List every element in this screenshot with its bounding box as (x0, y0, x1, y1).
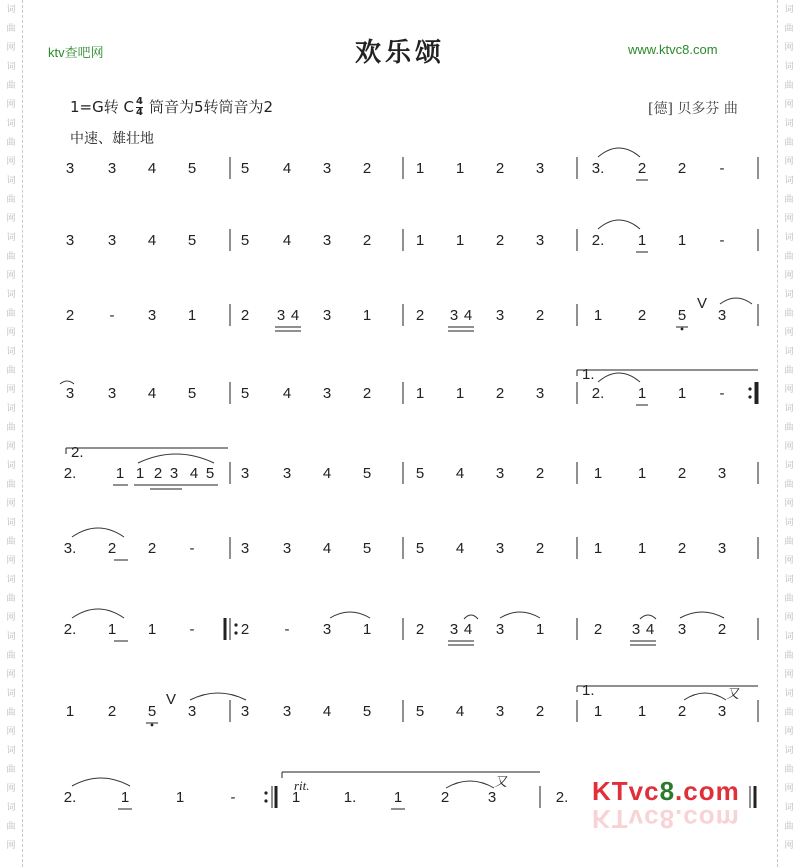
score-note: 1 (593, 307, 603, 324)
score-note: 3 (107, 160, 117, 177)
score-note: 3. (63, 540, 77, 557)
score-note: 3 (65, 160, 75, 177)
breath-mark: V (166, 691, 177, 708)
watermark-glyph: 曲 (784, 80, 794, 90)
score-note: 3 (147, 307, 157, 324)
score-note: 2. (63, 465, 77, 482)
song-title: 欢乐颂 (354, 38, 445, 68)
score-note: 2 (240, 621, 250, 638)
watermark-glyph: 曲 (6, 80, 16, 90)
score-note: 3 (282, 540, 292, 557)
ktvc8-logo: KTvc8.com (592, 776, 740, 806)
watermark-glyph: 曲 (784, 536, 794, 546)
watermark-glyph: 词 (784, 232, 794, 242)
watermark-glyph: 曲 (784, 479, 794, 489)
watermark-glyph: 词 (784, 118, 794, 128)
score-note: 1 (637, 703, 647, 720)
watermark-glyph: 词 (6, 688, 16, 698)
score-note: 1 (291, 789, 301, 806)
slur (72, 778, 130, 786)
score-note: 4 (189, 465, 199, 482)
watermark-glyph: 词 (784, 688, 794, 698)
score-note: 3 (322, 307, 332, 324)
watermark-glyph: 网 (6, 669, 16, 679)
score-note: 3 (717, 703, 727, 720)
score-note: 5 (240, 385, 250, 402)
watermark-glyph: 曲 (784, 194, 794, 204)
slur (598, 220, 640, 229)
watermark-glyph: 词 (784, 574, 794, 584)
score-note: 3 (240, 540, 250, 557)
score-note: 2 (362, 232, 372, 249)
repeat-dot (234, 631, 237, 634)
watermark-glyph: 网 (6, 213, 16, 223)
score-note: 5 (147, 703, 157, 720)
score-note: 5 (240, 160, 250, 177)
score-note: 2 (677, 540, 687, 557)
watermark-glyph: 词 (6, 61, 16, 71)
score-note: - (719, 232, 725, 249)
low-octave-dot (681, 328, 684, 331)
score-note: 2 (593, 621, 603, 638)
score-note: 5 (187, 232, 197, 249)
watermark-glyph: 网 (6, 156, 16, 166)
watermark-glyph: 词 (6, 802, 16, 812)
watermark-glyph: 曲 (6, 194, 16, 204)
score-note: 2 (65, 307, 75, 324)
slur (500, 612, 540, 618)
score-note: 5 (415, 540, 425, 557)
score-note: 5 (205, 465, 215, 482)
score-note: 2 (495, 232, 505, 249)
watermark-glyph: 词 (784, 61, 794, 71)
score-note: 3 (65, 385, 75, 402)
watermark-glyph: 曲 (6, 821, 16, 831)
watermark-glyph: 词 (784, 175, 794, 185)
score-note: 2 (440, 789, 450, 806)
watermark-glyph: 网 (6, 441, 16, 451)
watermark-glyph: 曲 (6, 137, 16, 147)
score-note: 2 (677, 703, 687, 720)
score-note: 2 (153, 465, 163, 482)
score-note: 1 (637, 540, 647, 557)
watermark-glyph: 网 (784, 213, 794, 223)
score-note: 3 (677, 621, 687, 638)
score-note: 3 (169, 465, 179, 482)
watermark-glyph: 曲 (784, 650, 794, 660)
score-note: 2 (535, 465, 545, 482)
score-note: 1 (677, 232, 687, 249)
watermark-glyph: 网 (6, 783, 16, 793)
score-note: 2 (535, 703, 545, 720)
volta-1-label: 1. (582, 682, 595, 699)
repeat-dot (748, 395, 751, 398)
watermark-glyph: 词 (6, 118, 16, 128)
score-note: 2 (415, 621, 425, 638)
slur (598, 373, 640, 382)
breath-mark: V (697, 295, 708, 312)
watermark-glyph: 曲 (6, 479, 16, 489)
score-note: - (284, 621, 290, 638)
score-note: - (189, 621, 195, 638)
site-url[interactable]: www.ktvc8.com (628, 42, 718, 57)
score-note: 3 (65, 232, 75, 249)
score-note: - (109, 307, 115, 324)
watermark-glyph: 曲 (784, 764, 794, 774)
watermark-glyph: 网 (6, 270, 16, 280)
score-note: 3 (535, 160, 545, 177)
score-note: 1 (637, 385, 647, 402)
score-note: 3. (591, 160, 605, 177)
score-note: 4 (322, 703, 332, 720)
watermark-glyph: 词 (6, 232, 16, 242)
slur (640, 615, 656, 619)
score-note: 4 (455, 465, 465, 482)
watermark-glyph: 网 (6, 384, 16, 394)
watermark-glyph: 曲 (784, 593, 794, 603)
score-note: 3 (535, 385, 545, 402)
score-note: 2 (535, 540, 545, 557)
score-note: 1 (415, 160, 425, 177)
score-note: 1 (147, 621, 157, 638)
watermark-glyph: 词 (6, 175, 16, 185)
score-note: 2. (555, 789, 569, 806)
tempo-marking: 中速、雄壮地 (70, 131, 154, 147)
score-note: 3 (276, 307, 286, 324)
watermark-glyph: 网 (784, 783, 794, 793)
score-note: 3 (449, 307, 459, 324)
score-note: - (189, 540, 195, 557)
watermark-glyph: 词 (6, 4, 16, 14)
watermark-glyph: 曲 (784, 821, 794, 831)
flute-note-1: 5 (193, 98, 204, 116)
score-note: 3 (495, 703, 505, 720)
score-note: - (719, 385, 725, 402)
volta-2-label: 2. (71, 444, 84, 461)
score-note: 3 (717, 465, 727, 482)
watermark-glyph: 曲 (6, 764, 16, 774)
score-note: 3 (495, 307, 505, 324)
score-note: 1 (677, 385, 687, 402)
score-note: 1 (135, 465, 145, 482)
score-note: 1 (415, 385, 425, 402)
score-note: 3 (487, 789, 497, 806)
score-note: 4 (645, 621, 655, 638)
score-note: 3 (631, 621, 641, 638)
score-note: 1 (362, 307, 372, 324)
score-note: 5 (240, 232, 250, 249)
score-note: 4 (282, 385, 292, 402)
score-note: 3 (322, 232, 332, 249)
watermark-glyph: 词 (784, 346, 794, 356)
score-note: 2 (637, 160, 647, 177)
rit-marking: rit. (294, 778, 310, 793)
score-note: - (230, 789, 236, 806)
score-note: 2 (495, 385, 505, 402)
score-note: 2 (147, 540, 157, 557)
watermark-glyph: 曲 (6, 23, 16, 33)
watermark-glyph: 网 (6, 726, 16, 736)
watermark-glyph: 网 (784, 840, 794, 850)
watermark-glyph: 词 (6, 460, 16, 470)
watermark-glyph: 网 (784, 270, 794, 280)
score-note: 3 (282, 465, 292, 482)
score-note: 2 (362, 160, 372, 177)
score-note: 3 (322, 385, 332, 402)
score-note: - (719, 160, 725, 177)
repeat-dot (748, 387, 751, 390)
score-note: 1 (362, 621, 372, 638)
watermark-glyph: 词 (784, 460, 794, 470)
score-note: 3 (187, 703, 197, 720)
watermark-glyph: 词 (784, 4, 794, 14)
score-note: 2 (107, 540, 117, 557)
score-note: 1 (593, 540, 603, 557)
slur (190, 693, 246, 700)
low-octave-dot (151, 724, 154, 727)
repeat-dot (264, 791, 267, 794)
score-note: 4 (322, 540, 332, 557)
score-note: 4 (463, 307, 473, 324)
slur (72, 609, 124, 618)
score-note: 3 (107, 232, 117, 249)
watermark-glyph: 网 (784, 726, 794, 736)
score-note: 2. (63, 789, 77, 806)
watermark-glyph: 曲 (6, 422, 16, 432)
watermark-glyph: 词 (6, 631, 16, 641)
score-note: 1 (107, 621, 117, 638)
score-note: 3 (717, 540, 727, 557)
slur (446, 781, 494, 788)
score-note: 2 (677, 465, 687, 482)
watermark-glyph: 词 (6, 517, 16, 527)
score-note: 1 (120, 789, 130, 806)
watermark-glyph: 网 (784, 384, 794, 394)
score-note: 1. (343, 789, 357, 806)
watermark-glyph: 曲 (784, 308, 794, 318)
watermark-glyph: 曲 (6, 593, 16, 603)
score-note: 4 (455, 540, 465, 557)
watermark-glyph: 网 (784, 498, 794, 508)
repeat-dot (264, 799, 267, 802)
score-note: 2 (495, 160, 505, 177)
score-note: 3 (495, 540, 505, 557)
watermark-glyph: 网 (784, 612, 794, 622)
flute-text-2: 转筒音为 (203, 98, 264, 116)
score-note: 3 (240, 465, 250, 482)
watermark-glyph: 词 (784, 802, 794, 812)
score-note: 2. (591, 232, 605, 249)
watermark-glyph: 词 (6, 403, 16, 413)
score-note: 3 (449, 621, 459, 638)
score-note: 1 (455, 232, 465, 249)
score-note: 2 (415, 307, 425, 324)
score-note: 5 (362, 465, 372, 482)
score-note: 2. (63, 621, 77, 638)
score-note: 1 (455, 160, 465, 177)
score-note: 4 (322, 465, 332, 482)
slur (72, 528, 124, 537)
score-note: 5 (677, 307, 687, 324)
fermata-mark: 又 (726, 686, 740, 701)
watermark-glyph: 曲 (6, 707, 16, 717)
score-note: 1 (455, 385, 465, 402)
slur (330, 612, 370, 618)
score-note: 4 (290, 307, 300, 324)
watermark-glyph: 曲 (6, 251, 16, 261)
score-note: 2 (107, 703, 117, 720)
watermark-glyph: 曲 (784, 137, 794, 147)
score-note: 1 (65, 703, 75, 720)
watermark-glyph: 网 (784, 42, 794, 52)
score-note: 5 (415, 703, 425, 720)
score-note: 1 (175, 789, 185, 806)
score-note: 4 (282, 160, 292, 177)
ktvc8-logo-reflection: KTvc8.com (592, 804, 740, 834)
watermark-glyph: 词 (784, 631, 794, 641)
watermark-glyph: 网 (784, 669, 794, 679)
watermark-glyph: 曲 (784, 23, 794, 33)
slur (598, 148, 640, 157)
site-name-left[interactable]: ktv查吧网 (48, 45, 104, 60)
slur (720, 298, 752, 304)
watermark-glyph: 曲 (784, 365, 794, 375)
watermark-glyph: 曲 (6, 650, 16, 660)
score-note: 5 (362, 703, 372, 720)
watermark-glyph: 曲 (784, 251, 794, 261)
score-note: 1 (535, 621, 545, 638)
score-note: 3 (107, 385, 117, 402)
composer: [德] 贝多芬 曲 (648, 101, 738, 117)
repeat-dot (234, 623, 237, 626)
watermark-glyph: 网 (784, 99, 794, 109)
watermark-glyph: 网 (6, 555, 16, 565)
score-note: 4 (147, 232, 157, 249)
score-note: 1 (593, 465, 603, 482)
score-note: 4 (463, 621, 473, 638)
score-note: 3 (322, 621, 332, 638)
score-note: 1 (187, 307, 197, 324)
score-note: 2 (535, 307, 545, 324)
watermark-glyph: 词 (784, 745, 794, 755)
score-note: 3 (495, 465, 505, 482)
score-note: 1 (115, 465, 125, 482)
watermark-glyph: 词 (784, 289, 794, 299)
slur (138, 454, 214, 463)
score-note: 3 (322, 160, 332, 177)
watermark-glyph: 网 (784, 327, 794, 337)
score-note: 5 (187, 385, 197, 402)
score-note: 2. (591, 385, 605, 402)
watermark-glyph: 曲 (6, 365, 16, 375)
watermark-glyph: 网 (6, 99, 16, 109)
key-prefix: 1=G转 C (70, 98, 134, 116)
flute-note-2: 2 (263, 98, 274, 116)
watermark-glyph: 网 (784, 441, 794, 451)
fermata-mark: 又 (494, 774, 508, 789)
watermark-glyph: 词 (784, 403, 794, 413)
score-note: 1 (637, 232, 647, 249)
slur (60, 381, 74, 384)
score-note: 2 (362, 385, 372, 402)
watermark-glyph: 曲 (6, 536, 16, 546)
time-signature: $\frac{4}{4}$ (135, 96, 143, 118)
score-note: 2 (677, 160, 687, 177)
score-note: 2 (637, 307, 647, 324)
watermark-glyph: 网 (6, 327, 16, 337)
score-note: 2 (717, 621, 727, 638)
watermark-glyph: 曲 (6, 308, 16, 318)
score-note: 3 (495, 621, 505, 638)
score-note: 5 (362, 540, 372, 557)
watermark-glyph: 曲 (784, 422, 794, 432)
score-note: 1 (393, 789, 403, 806)
watermark-glyph: 网 (6, 840, 16, 850)
score-note: 3 (240, 703, 250, 720)
score-note: 4 (455, 703, 465, 720)
score-note: 5 (187, 160, 197, 177)
watermark-glyph: 网 (784, 555, 794, 565)
volta-1-label: 1. (582, 366, 595, 383)
score-note: 3 (282, 703, 292, 720)
watermark-glyph: 曲 (784, 707, 794, 717)
score-note: 2 (240, 307, 250, 324)
watermark-glyph: 词 (6, 574, 16, 584)
score-note: 1 (637, 465, 647, 482)
score-note: 3 (717, 307, 727, 324)
score-note: 4 (147, 160, 157, 177)
score-note: 1 (593, 703, 603, 720)
slur (680, 612, 724, 618)
watermark-glyph: 网 (6, 42, 16, 52)
flute-text-1: 筒音为 (148, 98, 194, 116)
watermark-glyph: 网 (6, 612, 16, 622)
slur (464, 615, 478, 619)
watermark-glyph: 词 (6, 346, 16, 356)
score-note: 4 (147, 385, 157, 402)
watermark-glyph: 网 (784, 156, 794, 166)
watermark-glyph: 网 (6, 498, 16, 508)
watermark-glyph: 词 (784, 517, 794, 527)
slur (684, 693, 726, 700)
score-note: 4 (282, 232, 292, 249)
score-note: 1 (415, 232, 425, 249)
watermark-glyph: 词 (6, 745, 16, 755)
watermark-glyph: 词 (6, 289, 16, 299)
score-note: 3 (535, 232, 545, 249)
score-note: 5 (415, 465, 425, 482)
